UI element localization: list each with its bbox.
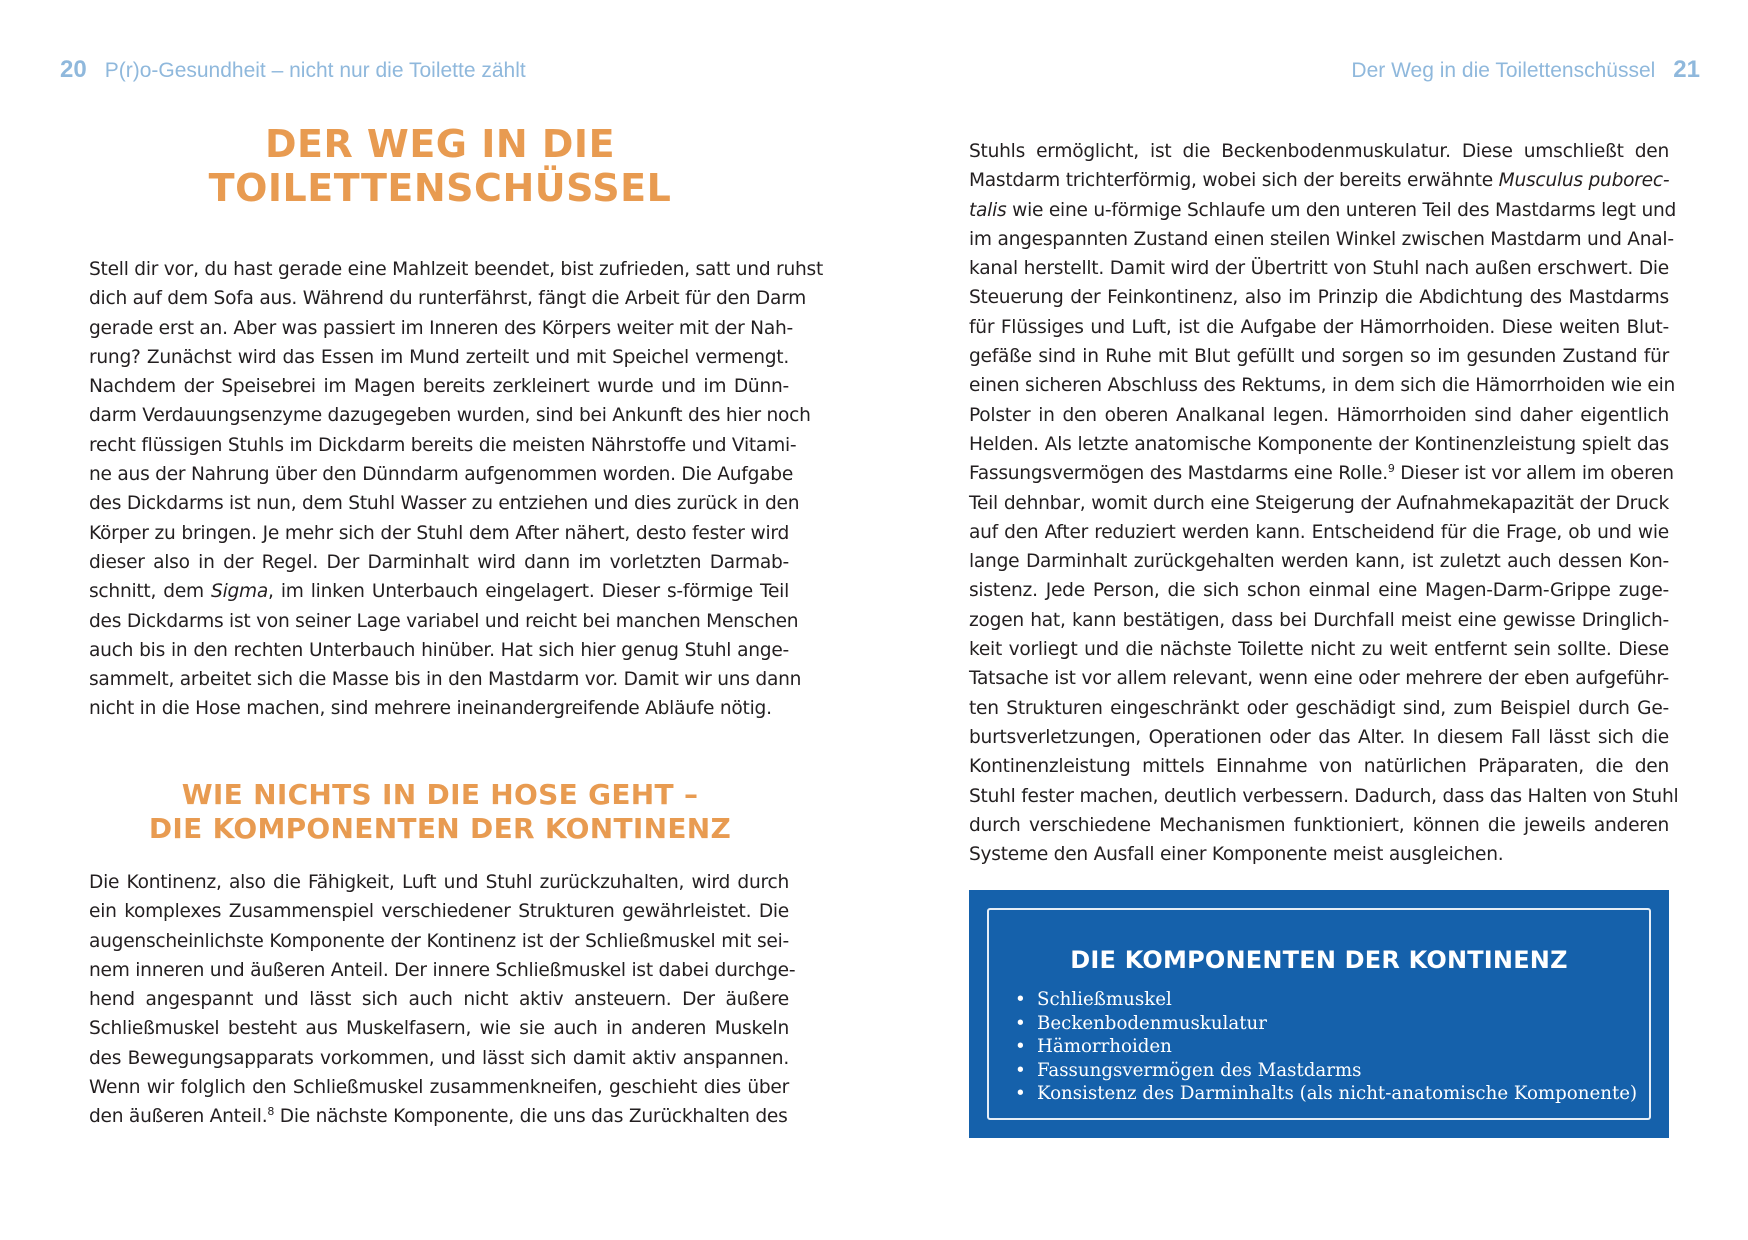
footnote-marker: 9 bbox=[1387, 462, 1395, 476]
text-line: hend angespannt und lässt sich auch nicht aktiv ansteuern. Der äußere bbox=[89, 989, 789, 1011]
info-box bbox=[969, 890, 1669, 1138]
text-line: darm Verdauungsenzyme dazugegeben wurden, sind bei Ankunft des hier noch bbox=[89, 405, 811, 427]
info-box-item-label: Hämorrhoiden bbox=[1037, 1036, 1172, 1057]
chapter-title-line: TOILETTENSCHÜSSEL bbox=[208, 166, 672, 210]
text-line: sammelt, arbeitet sich die Masse bis in den Mastdarm vor. Damit wir uns dann bbox=[89, 669, 802, 691]
text-line: recht flüssigen Stuhls im Dickdarm bereits die meisten Nährstoffe und Vitami- bbox=[89, 434, 797, 456]
text-line: burtsverletzungen, Operationen oder das Alter. In diesem Fall lässt sich die bbox=[969, 726, 1669, 748]
left-page-number: 20 bbox=[60, 56, 87, 83]
section-title-line: WIE NICHTS IN DIE HOSE GEHT – bbox=[181, 778, 699, 811]
info-box-item bbox=[1013, 1059, 1637, 1083]
text-line: gefäße sind in Ruhe mit Blut gefüllt und sorgen so im gesunden Zustand für bbox=[969, 346, 1669, 368]
text-line: Körper zu bringen. Je mehr sich der Stuhl dem After nähert, desto fester wird bbox=[89, 522, 789, 544]
text-line: Wenn wir folglich den Schließmuskel zusammenkneifen, geschieht dies über bbox=[89, 1077, 789, 1099]
info-box-item-label: Schließmuskel bbox=[1037, 989, 1172, 1010]
text-line: Helden. Als letzte anatomische Komponente der Kontinenzleistung spielt das bbox=[969, 433, 1669, 455]
left-running-title: P(r)o-Gesundheit – nicht nur die Toilette zählt bbox=[104, 59, 526, 82]
section-title-line: DIE KOMPONENTEN DER KONTINENZ bbox=[148, 812, 732, 845]
section-title bbox=[90, 778, 790, 846]
text-line: augenscheinlichste Komponente der Kontinenz ist der Schließmuskel mit sei- bbox=[89, 930, 789, 952]
info-box-list bbox=[1013, 988, 1637, 1106]
text-line: ten Strukturen eingeschränkt oder geschädigt sind, zum Beispiel durch Ge- bbox=[969, 697, 1669, 719]
info-box-item bbox=[1013, 1035, 1637, 1059]
text-line: Stuhls ermöglicht, ist die Beckenbodenmuskulatur. Diese umschließt den bbox=[969, 141, 1669, 162]
text-line: durch verschiedene Mechanismen funktioniert, können die jeweils anderen bbox=[969, 814, 1669, 836]
text-line: einen sicheren Abschluss des Rektums, in dem sich die Hämorrhoiden wie ein bbox=[969, 375, 1676, 397]
bullet-icon: • bbox=[1015, 989, 1026, 1010]
bullet-icon: • bbox=[1015, 1083, 1026, 1104]
text-line: Kontinenzleistung mittels Einnahme von natürlichen Präparaten, die den bbox=[969, 756, 1669, 778]
text-line: kanal herstellt. Damit wird der Übertritt von Stuhl nach außen erschwert. Die bbox=[969, 258, 1669, 280]
text-line: nicht in die Hose machen, sind mehrere ineinandergreifende Abläufe nötig. bbox=[89, 698, 772, 720]
continuation-paragraph bbox=[969, 137, 1679, 869]
text-line: des Dickdarms ist nun, dem Stuhl Wasser zu entziehen und dies zurück in den bbox=[89, 493, 800, 515]
text-line: im angespannten Zustand einen steilen Winkel zwischen Mastdarm und Anal- bbox=[969, 228, 1674, 250]
right-running-header bbox=[1351, 56, 1700, 86]
right-page-number: 21 bbox=[1673, 56, 1700, 83]
text-line: dich auf dem Sofa aus. Während du runterfährst, fängt die Arbeit für den Darm bbox=[89, 288, 807, 310]
text-line: Systeme den Ausfall einer Komponente meist ausgleichen. bbox=[969, 844, 1504, 866]
italic-term: Musculus puborec- bbox=[1498, 170, 1670, 192]
info-box-frame bbox=[987, 908, 1651, 1120]
info-box-item-label: Fassungsvermögen des Mastdarms bbox=[1037, 1059, 1362, 1081]
text-line: Tatsache ist vor allem relevant, wenn eine oder mehrere der eben aufgeführ- bbox=[969, 668, 1669, 690]
intro-paragraph bbox=[89, 255, 823, 724]
text-line: ne aus der Nahrung über den Dünndarm aufgenommen worden. Die Aufgabe bbox=[89, 464, 794, 486]
text-line: dieser also in der Regel. Der Darminhalt wird dann im vorletzten Darmab- bbox=[89, 551, 789, 573]
text-line: den äußeren Anteil.$^8$ Die nächste Komponente, die uns das Zurückhalten des bbox=[89, 1105, 788, 1128]
italic-term: Sigma bbox=[211, 581, 269, 603]
info-box-item bbox=[1013, 1012, 1637, 1036]
info-box-item bbox=[1013, 1082, 1637, 1106]
text-line: lange Darminhalt zurückgehalten werden kann, ist zuletzt auch dessen Kon- bbox=[969, 551, 1669, 573]
text-line: talis wie eine u-förmige Schlaufe um den unteren Teil des Mastdarms legt und bbox=[969, 199, 1677, 221]
text-line: Steuerung der Feinkontinenz, also im Prinzip die Abdichtung des Mastdarms bbox=[969, 287, 1669, 309]
text-line: rung? Zunächst wird das Essen im Mund zerteilt und mit Speichel vermengt. bbox=[89, 346, 789, 368]
text-line: gerade erst an. Aber was passiert im Inneren des Körpers weiter mit der Nah- bbox=[89, 317, 793, 339]
continence-paragraph bbox=[89, 868, 796, 1132]
text-line: Schließmuskel besteht aus Muskelfasern, wie sie auch in anderen Muskeln bbox=[89, 1018, 789, 1040]
info-box-item-label: Beckenbodenmuskulatur bbox=[1037, 1012, 1267, 1034]
text-line: Fassungsvermögen des Mastdarms eine Rolle.$^9$ Dieser ist vor allem im oberen bbox=[969, 462, 1674, 485]
text-line: Stell dir vor, du hast gerade eine Mahlzeit beendet, bist zufrieden, satt und ruhst bbox=[89, 259, 823, 280]
text-line: Mastdarm trichterförmig, wobei sich der bereits erwähnte Musculus puborec- bbox=[969, 170, 1670, 192]
right-running-title: Der Weg in die Toilettenschüssel bbox=[1351, 59, 1656, 82]
info-box-title: DIE KOMPONENTEN DER KONTINENZ bbox=[1070, 946, 1568, 974]
text-line: zogen hat, kann bestätigen, dass bei Durchfall meist eine gewisse Dringlich- bbox=[969, 609, 1669, 631]
chapter-title bbox=[90, 122, 790, 210]
text-line: Teil dehnbar, womit durch eine Steigerung der Aufnahmekapazität der Druck bbox=[969, 492, 1669, 514]
right-page bbox=[874, 0, 1748, 1240]
info-box-item-label: Konsistenz des Darminhalts (als nicht-anatomische Komponente) bbox=[1037, 1083, 1638, 1104]
text-line: Stuhl fester machen, deutlich verbessern. Dadurch, dass das Halten von Stuhl bbox=[969, 785, 1679, 807]
text-line: Die Kontinenz, also die Fähigkeit, Luft und Stuhl zurückzuhalten, wird durch bbox=[89, 872, 789, 893]
text-line: Nachdem der Speisebrei im Magen bereits zerkleinert wurde und im Dünn- bbox=[89, 376, 789, 398]
chapter-title-line: DER WEG IN DIE bbox=[264, 122, 616, 166]
text-line: keit vorliegt und die nächste Toilette nicht zu weit entfernt sein sollte. Diese bbox=[969, 639, 1669, 661]
bullet-icon: • bbox=[1015, 1059, 1026, 1081]
text-line: nem inneren und äußeren Anteil. Der innere Schließmuskel ist dabei durchge- bbox=[89, 959, 796, 981]
text-line: des Bewegungsapparats vorkommen, und lässt sich damit aktiv anspannen. bbox=[89, 1047, 789, 1069]
text-line: für Flüssiges und Luft, ist die Aufgabe der Hämorrhoiden. Diese weiten Blut- bbox=[969, 316, 1669, 338]
italic-term: talis bbox=[969, 199, 1007, 221]
text-line: schnitt, dem Sigma, im linken Unterbauch eingelagert. Dieser s-förmige Teil bbox=[89, 581, 789, 603]
info-box-item bbox=[1013, 988, 1637, 1012]
bullet-icon: • bbox=[1015, 1036, 1026, 1057]
text-line: sistenz. Jede Person, die sich schon einmal eine Magen-Darm-Grippe zuge- bbox=[969, 580, 1669, 602]
text-line: Polster in den oberen Analkanal legen. Hämorrhoiden sind daher eigentlich bbox=[969, 404, 1669, 426]
text-line: des Dickdarms ist von seiner Lage variabel und reicht bei manchen Menschen bbox=[89, 610, 799, 632]
text-line: auf den After reduziert werden kann. Entscheidend für die Frage, ob und wie bbox=[969, 521, 1669, 543]
text-line: ein komplexes Zusammenspiel verschiedener Strukturen gewährleistet. Die bbox=[89, 901, 789, 923]
bullet-icon: • bbox=[1015, 1012, 1026, 1034]
footnote-marker: 8 bbox=[267, 1105, 275, 1119]
text-line: auch bis in den rechten Unterbauch hinüber. Hat sich hier genug Stuhl ange- bbox=[89, 639, 789, 661]
left-running-header bbox=[60, 56, 526, 86]
